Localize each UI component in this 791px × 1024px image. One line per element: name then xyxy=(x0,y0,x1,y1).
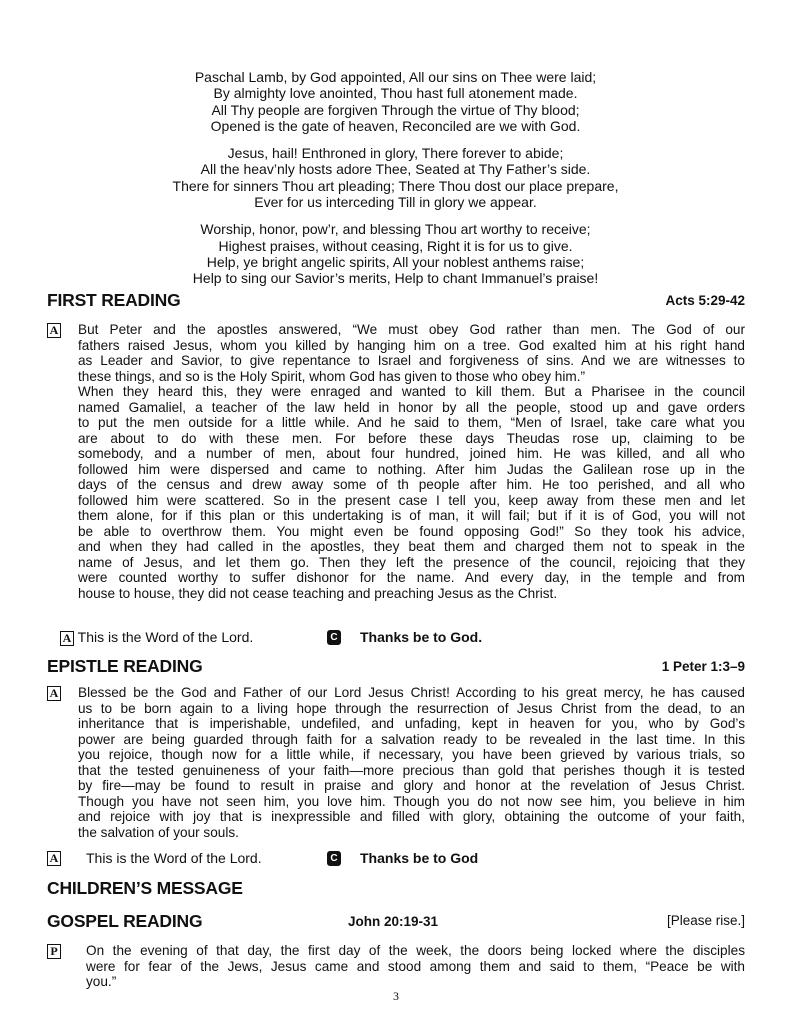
first-reading-reference: Acts 5:29-42 xyxy=(665,293,745,308)
epistle-reading-paragraph xyxy=(78,685,745,840)
hymn-line: Highest praises, without ceasing, Right it is for us to give. xyxy=(218,237,573,254)
text-line: you rejoice, though now for a little while, if necessary, you have been grieved by various trials, so xyxy=(78,747,745,762)
text-line: inheritance that is imperishable, undefiled, and unfading, kept in heaven for you, who by God’s xyxy=(78,716,745,731)
hymn-line: Help to sing our Savior’s merits, Help to chant Immanuel’s praise! xyxy=(192,270,599,287)
childrens-message-heading: CHILDREN’S MESSAGE xyxy=(47,878,243,898)
assisting-minister-badge: A xyxy=(47,323,61,338)
page-number: 3 xyxy=(393,989,399,1003)
text-line: Though you have not seen him, you love him. Though you do not now see him, you believe in him xyxy=(78,793,745,809)
text-line: were for fear of the Jews, Jesus came and stood among them and said to them, “Peace be with xyxy=(86,958,745,974)
text-line: were counted worthy to suffer dishonor for the name. And every day, in the temple and from xyxy=(78,570,745,585)
hymn-text xyxy=(0,69,791,287)
hymn-line: Jesus, hail! Enthroned in glory, There forever to abide; xyxy=(227,145,564,162)
hymn-stanza xyxy=(0,145,791,210)
text-line: as Leader and Savior, to give repentance to Israel and forgiveness of sins. And we are witnesses to xyxy=(78,353,745,368)
hymn-line: Worship, honor, pow’r, and blessing Thou art worthy to receive; xyxy=(200,221,591,238)
assisting-minister-badge: A xyxy=(47,686,61,701)
hymn-line: By almighty love anointed, Thou hast full atonement made. xyxy=(213,85,578,102)
rise-instruction: [Please rise.] xyxy=(666,913,745,928)
assisting-minister-badge: A xyxy=(47,851,61,866)
epistle-reading-heading: EPISTLE READING xyxy=(47,656,203,676)
text-line: fathers raised Jesus, whom you killed by hanging him on a tree. God exalted him at his right hand xyxy=(78,337,745,353)
congregation-badge: C xyxy=(327,630,341,645)
hymn-line: Help, ye bright angelic spirits, All your noblest anthems raise; xyxy=(206,253,585,270)
text-line: When they heard this, they were enraged and wanted to kill them. But a Pharisee in the council xyxy=(78,384,745,399)
text-line: you.” xyxy=(86,974,117,989)
text-line: by fire—may be found to result in praise and glory and honor at the revelation of Jesus Christ. xyxy=(78,778,745,793)
text-line: to put the men outside for a little while. And he said to them, “Men of Israel, take care what you xyxy=(78,415,745,430)
text-line: named Gamaliel, a teacher of the law held in honor by all the people, stood up and gave orders xyxy=(78,399,745,415)
leader-response: This is the Word of the Lord. xyxy=(86,850,262,866)
text-line: be able to overthrow them. You might even be found opposing God!” So they took his advice, xyxy=(78,523,745,539)
presiding-minister-badge: P xyxy=(47,944,61,959)
text-line: them alone, for if this plan or this undertaking is of man, it will fail; but if it is of God, you will not xyxy=(78,508,745,523)
first-reading-response xyxy=(60,629,253,646)
congregation-response: Thanks be to God. xyxy=(360,629,483,645)
text-line: the salvation of your souls. xyxy=(78,824,239,840)
text-line: that the tested genuineness of your faith—more precious than gold that perishes though it is tested xyxy=(78,762,745,778)
hymn-stanza xyxy=(0,69,791,134)
hymn-line: Ever for us interceding Till in glory we appear. xyxy=(254,194,537,211)
text-line: somebody, and a number of men, about four hundred, joined him. He was killed, and all who xyxy=(78,446,745,461)
hymn-line: There for sinners Thou art pleading; There Thou dost our place prepare, xyxy=(172,177,619,194)
congregation-badge: C xyxy=(327,851,341,866)
text-line: days of the census and drew away some of th people after him. He too perished, and all who xyxy=(78,477,745,492)
gospel-reading-heading: GOSPEL READING xyxy=(47,911,203,931)
text-line: name of Jesus, and let them go. Then they left the presence of the council, rejoicing that they xyxy=(78,554,745,570)
text-line: these things, and so is the Holy Spirit, whom God has given to those who obey him.” xyxy=(78,368,586,384)
text-line: followed him were scattered. So in the present case I tell you, keep away from these men and let xyxy=(78,492,745,508)
text-line: house to house, they did not cease teaching and preaching Jesus as the Christ. xyxy=(78,585,558,601)
epistle-reading-reference: 1 Peter 1:3–9 xyxy=(661,659,745,674)
text-line: are about to do with these men. For before these days Theudas rose up, claiming to be xyxy=(78,430,745,446)
assisting-minister-badge: A xyxy=(60,631,74,646)
first-reading-paragraph-2 xyxy=(78,384,745,601)
text-line: and when they had called in the apostles, they beat them and charged them not to speak in the xyxy=(78,539,745,554)
hymn-line: All Thy people are forgiven Through the virtue of Thy blood; xyxy=(211,101,580,118)
hymn-line: Paschal Lamb, by God appointed, All our sins on Thee were laid; xyxy=(194,69,597,85)
first-reading-heading: FIRST READING xyxy=(47,290,181,310)
gospel-reading-paragraph xyxy=(86,943,745,990)
congregation-response: Thanks be to God xyxy=(360,850,479,866)
text-line: But Peter and the apostles answered, “We must obey God rather than men. The God of our xyxy=(78,322,745,337)
hymn-line: Opened is the gate of heaven, Reconciled are we with God. xyxy=(210,117,581,134)
first-reading-paragraph-1 xyxy=(78,322,745,384)
text-line: followed him were dispersed and came to nothing. After him Judas the Galilean rose up in the xyxy=(78,461,745,477)
gospel-reading-reference: John 20:19-31 xyxy=(348,914,439,929)
text-line: us to be born again to a living hope through the resurrection of Jesus Christ from the dead, to an xyxy=(78,700,745,716)
hymn-stanza xyxy=(0,221,791,286)
text-line: Blessed be the God and Father of our Lord Jesus Christ! According to his great mercy, he has caused xyxy=(78,685,745,700)
leader-response: This is the Word of the Lord. xyxy=(77,629,254,645)
text-line: power are being guarded through faith for a salvation ready to be revealed in the last time. In this xyxy=(78,731,745,747)
text-line: On the evening of that day, the first day of the week, the doors being locked where the disciples xyxy=(86,943,745,958)
hymn-line: All the heav’nly hosts adore Thee, Seated at Thy Father’s side. xyxy=(200,161,591,178)
text-line: and rejoice with joy that is inexpressible and filled with glory, obtaining the outcome of your faith, xyxy=(78,809,745,824)
